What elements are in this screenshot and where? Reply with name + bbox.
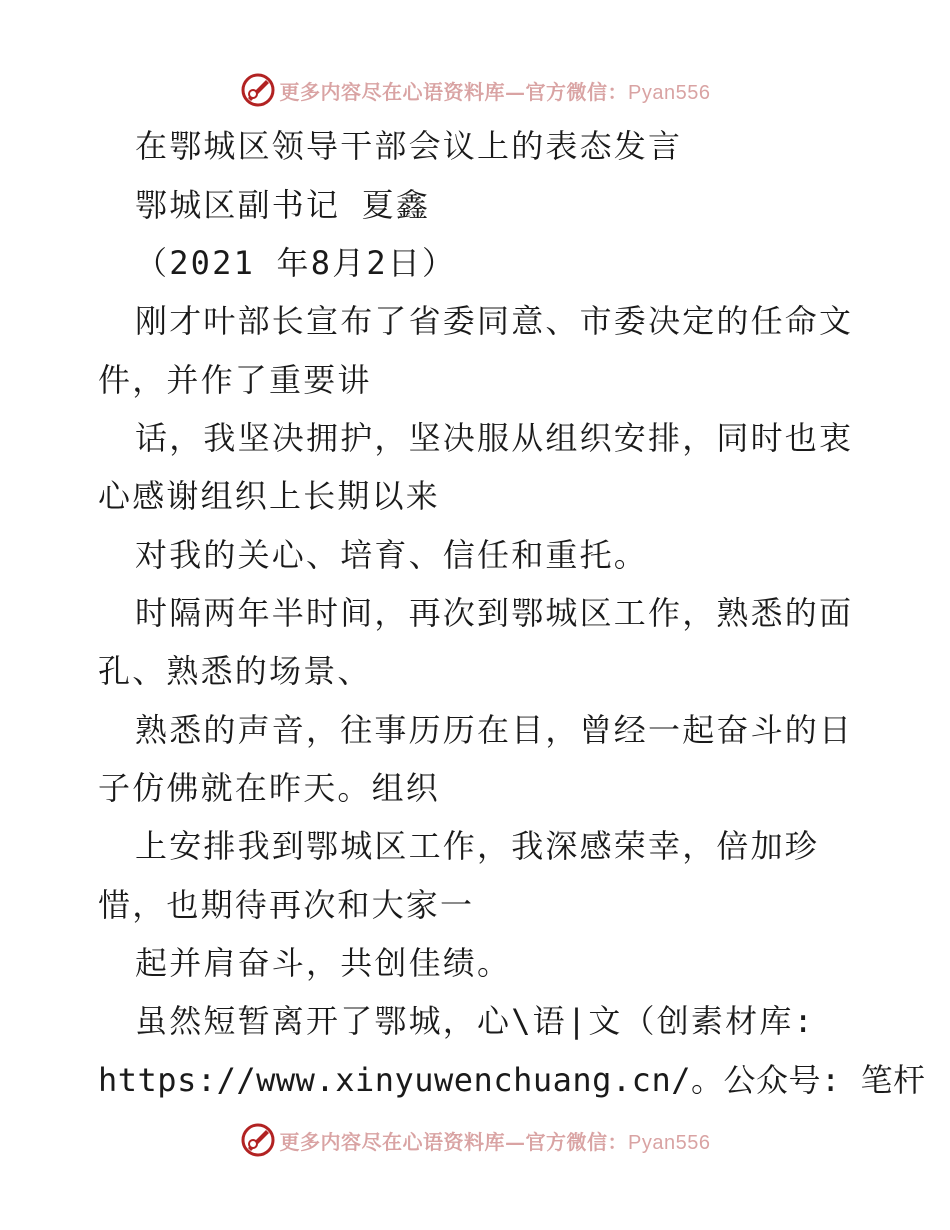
xinyu-logo-icon bbox=[240, 1122, 276, 1158]
document-date: （2021 年8月2日） bbox=[135, 244, 457, 282]
paragraph-line: 孔、熟悉的场景、 bbox=[98, 652, 372, 690]
watermark-wechat-id: Pyan556 bbox=[628, 1131, 711, 1154]
paragraph-line: 虽然短暂离开了鄂城，心\语|文（创素材库: bbox=[135, 1002, 815, 1040]
paragraph-line: 时隔两年半时间，再次到鄂城区工作，熟悉的面 bbox=[135, 594, 854, 632]
paragraph-line: 上安排我到鄂城区工作，我深感荣幸，倍加珍 bbox=[135, 827, 820, 865]
document-author: 鄂城区副书记 夏鑫 bbox=[135, 186, 431, 224]
document-title: 在鄂城区领导干部会议上的表态发言 bbox=[135, 127, 683, 165]
paragraph-line: 话，我坚决拥护，坚决服从组织安排，同时也衷 bbox=[135, 419, 854, 457]
paragraph-line: 熟悉的声音，往事历历在目，曾经一起奋斗的日 bbox=[135, 711, 854, 749]
paragraph-line: 对我的关心、培育、信任和重托。 bbox=[135, 536, 649, 574]
watermark-text bbox=[280, 1126, 711, 1155]
paragraph-line: 起并肩奋斗，共创佳绩。 bbox=[135, 944, 512, 982]
paragraph-line: 件，并作了重要讲 bbox=[98, 361, 372, 399]
paragraph-line: 子仿佛就在昨天。组织 bbox=[98, 769, 441, 807]
paragraph-line: 惜，也期待再次和大家一 bbox=[98, 886, 475, 924]
watermark-text-cn: 更多内容尽在心语资料库—官方微信： bbox=[279, 1129, 629, 1154]
watermark-footer bbox=[0, 1120, 950, 1160]
paragraph-line: 刚才叶部长宣布了省委同意、市委决定的任命文 bbox=[135, 302, 854, 340]
paragraph-line: 心感谢组织上长期以来 bbox=[98, 477, 441, 515]
watermark-wechat-id: Pyan556 bbox=[628, 81, 711, 104]
watermark-text-cn: 更多内容尽在心语资料库—官方微信： bbox=[279, 79, 629, 104]
paragraph-line: https://www.xinyuwenchuang.cn/。公众号: 笔杆 bbox=[98, 1061, 926, 1099]
